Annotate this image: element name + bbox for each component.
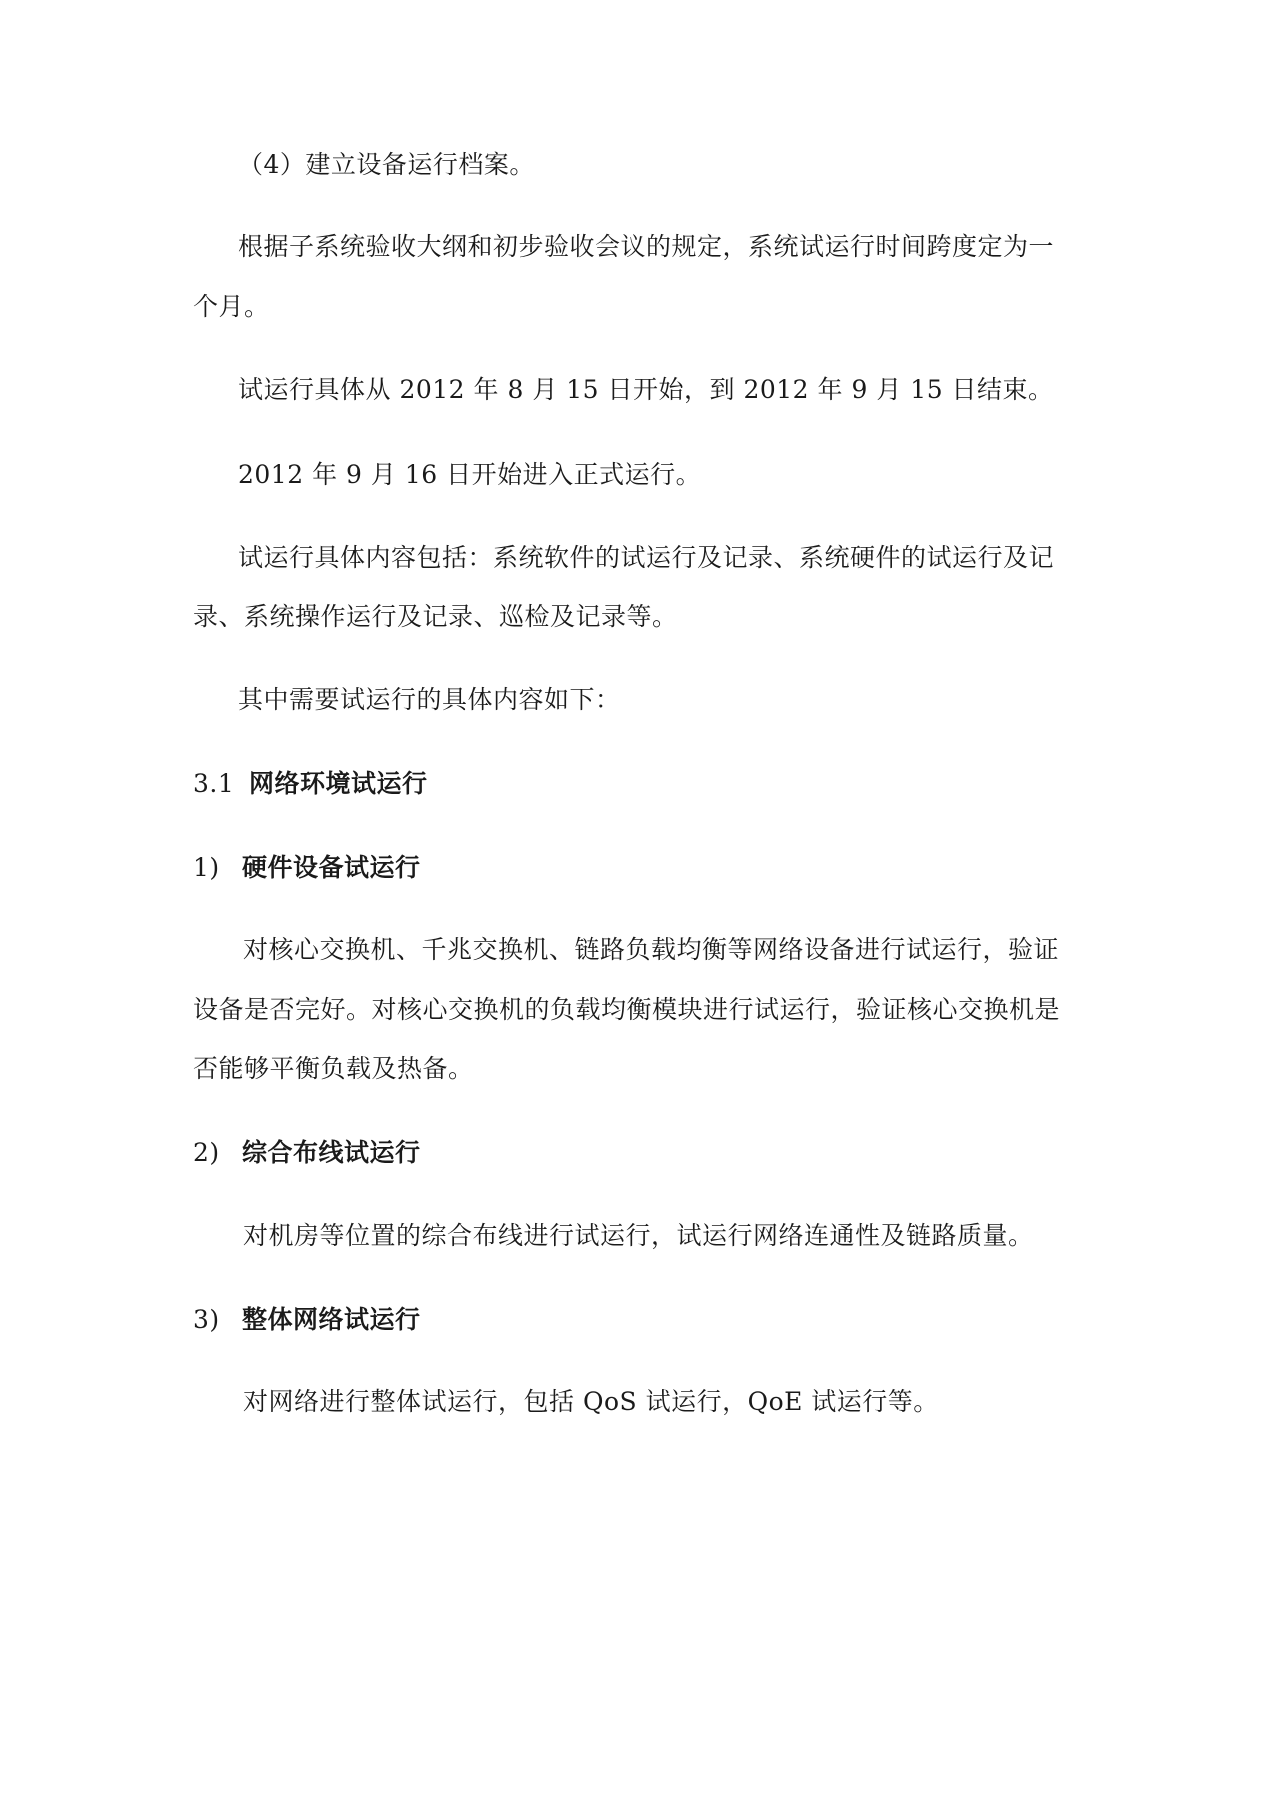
paragraph-cabling: 对机房等位置的综合布线进行试运行，试运行网络连通性及链路质量。 — [243, 1221, 1034, 1250]
paragraph-hardware-line-3: 否能够平衡负载及热备。 — [193, 1054, 474, 1083]
paragraph-trial-duration-line-1: 根据子系统验收大纲和初步验收会议的规定，系统试运行时间跨度定为一 — [238, 232, 1055, 261]
paragraph-item-4: （4）建立设备运行档案。 — [238, 150, 535, 179]
subsection-title: 综合布线试运行 — [242, 1138, 421, 1167]
paragraph-hardware-line-1: 对核心交换机、千兆交换机、链路负载均衡等网络设备进行试运行，验证 — [243, 935, 1060, 964]
subsection-number: 2) — [193, 1138, 220, 1167]
paragraph-trial-dates: 试运行具体从 2012 年 8 月 15 日开始，到 2012 年 9 月 15 日结束。 — [238, 375, 1054, 404]
subsection-heading-1 — [193, 851, 421, 885]
subsection-title: 整体网络试运行 — [242, 1305, 421, 1334]
subsection-heading-2 — [193, 1136, 421, 1170]
paragraph-network-overall: 对网络进行整体试运行，包括 QoS 试运行，QoE 试运行等。 — [243, 1387, 939, 1416]
paragraph-trial-content-line-2: 录、系统操作运行及记录、巡检及记录等。 — [193, 602, 678, 631]
paragraph-trial-duration-line-2: 个月。 — [193, 292, 270, 321]
subsection-heading-3 — [193, 1303, 421, 1337]
subsection-number: 1) — [193, 853, 220, 882]
section-number: 3.1 — [193, 769, 235, 798]
section-heading-3-1 — [193, 767, 428, 801]
paragraph-formal-operation: 2012 年 9 月 16 日开始进入正式运行。 — [238, 460, 702, 489]
subsection-number: 3) — [193, 1305, 220, 1334]
paragraph-intro-list: 其中需要试运行的具体内容如下： — [238, 685, 621, 714]
paragraph-hardware-line-2: 设备是否完好。对核心交换机的负载均衡模块进行试运行，验证核心交换机是 — [193, 995, 1061, 1024]
subsection-title: 硬件设备试运行 — [242, 853, 421, 882]
section-title: 网络环境试运行 — [249, 769, 428, 798]
paragraph-trial-content-line-1: 试运行具体内容包括：系统软件的试运行及记录、系统硬件的试运行及记 — [238, 543, 1055, 572]
